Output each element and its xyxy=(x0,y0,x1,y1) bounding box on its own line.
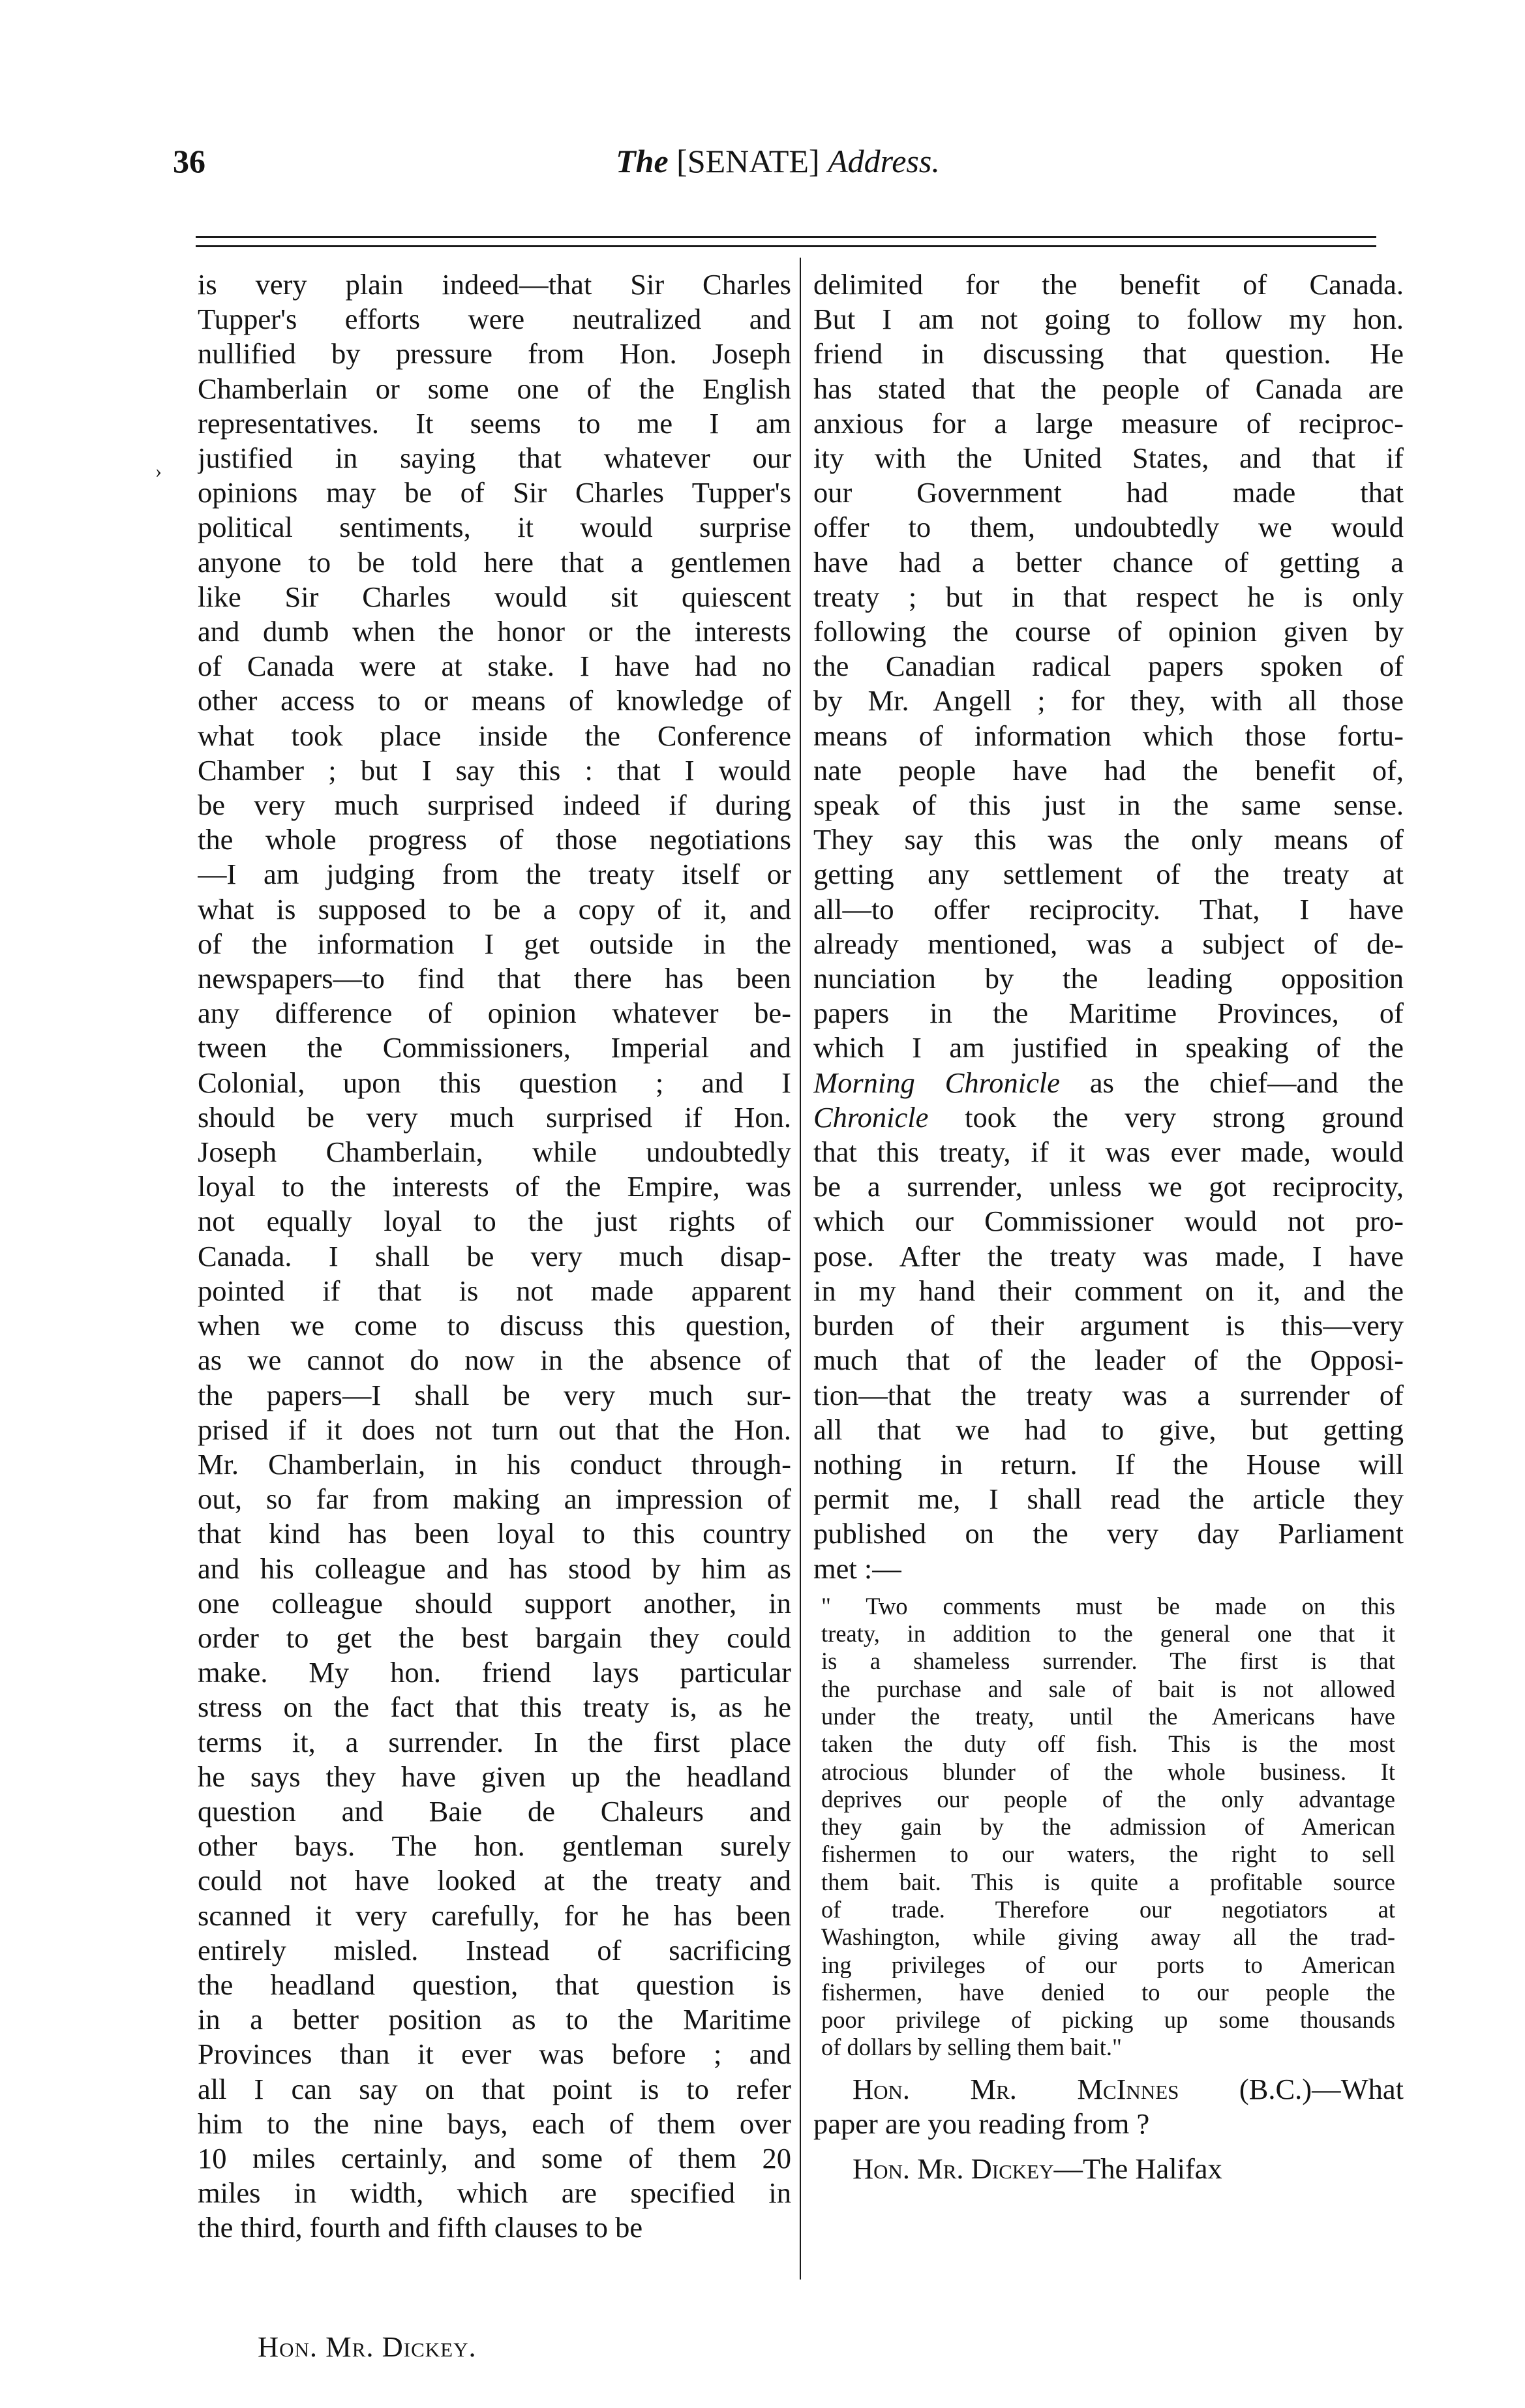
title-the: The xyxy=(616,143,669,179)
title-senate: [SENATE] xyxy=(676,143,820,179)
right-column-line: met :— xyxy=(813,1552,901,1585)
quote-line: Washington, while giving away all the trad- xyxy=(821,1923,1395,1951)
left-column xyxy=(198,267,791,2246)
right-column-line: published on the very day Parliament xyxy=(813,1517,1404,1550)
left-column-line: prised if it does not turn out that the Hon. xyxy=(198,1413,791,1446)
quote-line: taken the duty off fish. This is the most xyxy=(821,1730,1395,1758)
left-column-line: Joseph Chamberlain, while undoubtedly xyxy=(198,1136,791,1169)
speaker-name: Hon. Mr. McInnes (B.C.) xyxy=(853,2072,1312,2105)
column-divider xyxy=(800,258,801,2280)
left-column-line: stress on the fact that this treaty is, as he xyxy=(198,1691,791,1724)
quote-line: " Two comments must be made on this xyxy=(821,1592,1395,1619)
left-column-line: one colleague should support another, in xyxy=(198,1586,791,1619)
header-rule-bottom xyxy=(196,245,1376,247)
right-column-line: has stated that the people of Canada are xyxy=(813,372,1404,405)
right-column-line: anxious for a large measure of reciproc- xyxy=(813,406,1404,440)
quote-line: is a shameless surrender. The first is that xyxy=(821,1648,1395,1675)
left-column-line: is very plain indeed—that Sir Charles xyxy=(198,268,791,301)
left-column-line: not equally loyal to the just rights of xyxy=(198,1205,791,1238)
right-column-line: friend in discussing that question. He xyxy=(813,337,1404,370)
left-column-line: out, so far from making an impression of xyxy=(198,1482,791,1516)
left-column-line: terms it, a surrender. In the first place xyxy=(198,1725,791,1758)
right-column-line: nate people have had the benefit of, xyxy=(813,753,1404,787)
left-column-line: all I can say on that point is to refer xyxy=(198,2072,791,2105)
left-column-line: the third, fourth and fifth clauses to be xyxy=(198,2211,643,2244)
right-column-line: permit me, I shall read the article they xyxy=(813,1482,1404,1516)
quote-line: deprives our people of the only advantage xyxy=(821,1785,1395,1813)
left-column-line: pointed if that is not made apparent xyxy=(198,1274,791,1307)
left-column-line: of Canada were at stake. I have had no xyxy=(198,650,791,683)
left-column-line: that kind has been loyal to this country xyxy=(198,1517,791,1550)
left-column-line: be very much surprised indeed if during xyxy=(198,789,791,822)
right-column-line: following the course of opinion given by xyxy=(813,615,1404,648)
left-column-line: in a better position as to the Maritime xyxy=(198,2003,791,2036)
left-column-line: Canada. I shall be very much disap- xyxy=(198,1239,791,1272)
right-column-line: They say this was the only means of xyxy=(813,823,1404,856)
right-column-line: Morning Chronicle as the chief—and the xyxy=(813,1066,1404,1099)
right-column-line: means of information which those fortu- xyxy=(813,719,1404,752)
left-column-line: other access to or means of knowledge of xyxy=(198,684,791,717)
right-column-line: treaty ; but in that respect he is only xyxy=(813,580,1404,613)
left-column-line: the whole progress of those negotiations xyxy=(198,823,791,856)
speaker-text: —What xyxy=(1312,2072,1404,2105)
quote-line: them bait. This is quite a profitable source xyxy=(821,1868,1395,1895)
speaker-name: Hon. Mr. Dickey xyxy=(853,2152,1054,2186)
right-column-line: speak of this just in the same sense. xyxy=(813,789,1404,822)
left-column-line: loyal to the interests of the Empire, was xyxy=(198,1170,791,1203)
left-column-line: justified in saying that whatever our xyxy=(198,442,791,475)
right-column-line: pose. After the treaty was made, I have xyxy=(813,1239,1404,1272)
quote-line: of trade. Therefore our negotiators at xyxy=(821,1895,1395,1923)
left-column-line: Chamberlain or some one of the English xyxy=(198,372,791,405)
right-column-line: getting any settlement of the treaty at xyxy=(813,858,1404,891)
quote-line: atrocious blunder of the whole business. It xyxy=(821,1758,1395,1785)
left-column-line: what took place inside the Conference xyxy=(198,719,791,752)
right-column-line: which I am justified in speaking of the xyxy=(813,1031,1404,1064)
left-column-line: the papers—I shall be very much sur- xyxy=(198,1378,791,1411)
left-column-line: question and Baie de Chaleurs and xyxy=(198,1794,791,1828)
left-column-line: what is supposed to be a copy of it, and xyxy=(198,892,791,926)
left-column-line: when we come to discuss this question, xyxy=(198,1309,791,1342)
left-column-line: opinions may be of Sir Charles Tupper's xyxy=(198,476,791,509)
right-column-line: nothing in return. If the House will xyxy=(813,1447,1404,1481)
left-column-line: could not have looked at the treaty and xyxy=(198,1864,791,1897)
left-column-line: like Sir Charles would sit quiescent xyxy=(198,580,791,613)
left-column-line: Chamber ; but I say this : that I would xyxy=(198,753,791,787)
left-column-line: and his colleague and has stood by him as xyxy=(198,1552,791,1585)
quote-line: ing privileges of our ports to American xyxy=(821,1951,1395,1978)
right-column-body xyxy=(813,267,1404,1586)
speaker-dickey-line xyxy=(813,2152,1404,2186)
left-column-line: the headland question, that question is xyxy=(198,1968,791,2001)
quote-line: treaty, in addition to the general one that it xyxy=(821,1620,1395,1648)
quote-line: poor privilege of picking up some thousands xyxy=(821,2006,1395,2034)
page-number: 36 xyxy=(173,143,205,179)
right-column-line: the Canadian radical papers spoken of xyxy=(813,650,1404,683)
right-column-line: burden of their argument is this—very xyxy=(813,1309,1404,1342)
speaker-mcinnes-line1 xyxy=(813,2072,1404,2107)
right-column-line: papers in the Maritime Provinces, of xyxy=(813,997,1404,1030)
quote-line: they gain by the admission of American xyxy=(821,1813,1395,1841)
left-column-line: other bays. The hon. gentleman surely xyxy=(198,1829,791,1863)
quote-line: of dollars by selling them bait." xyxy=(821,2034,1122,2061)
left-column-line: representatives. It seems to me I am xyxy=(198,406,791,440)
left-column-line: and dumb when the honor or the interests xyxy=(198,615,791,648)
left-column-line: Tupper's efforts were neutralized and xyxy=(198,303,791,336)
left-column-line: entirely misled. Instead of sacrificing xyxy=(198,1933,791,1966)
right-column-line: all that we had to give, but getting xyxy=(813,1413,1404,1446)
quoted-article xyxy=(821,1593,1395,2062)
quote-line: fishermen, have denied to our people the xyxy=(821,1978,1395,2006)
right-column-line: all—to offer reciprocity. That, I have xyxy=(813,892,1404,926)
left-column-line: newspapers—to find that there has been xyxy=(198,962,791,995)
speaker-dickey xyxy=(813,2152,1404,2186)
speaker-mcinnes xyxy=(813,2072,1404,2141)
left-column-line: Colonial, upon this question ; and I xyxy=(198,1066,791,1099)
quote-line: the purchase and sale of bait is not allowed xyxy=(821,1675,1395,1702)
left-column-line: he says they have given up the headland xyxy=(198,1760,791,1793)
left-column-line: of the information I get outside in the xyxy=(198,927,791,960)
left-column-line: 10 miles certainly, and some of them 20 xyxy=(198,2141,791,2175)
right-column-line: tion—that the treaty was a surrender of xyxy=(813,1378,1404,1411)
left-column-line: should be very much surprised if Hon. xyxy=(198,1100,791,1134)
right-column-line: have had a better chance of getting a xyxy=(813,545,1404,579)
left-column-line: scanned it very carefully, for he has been xyxy=(198,1899,791,1932)
right-column-line: that this treaty, if it was ever made, would xyxy=(813,1136,1404,1169)
left-column-line: as we cannot do now in the absence of xyxy=(198,1344,791,1377)
margin-mark: › xyxy=(155,460,162,482)
header-rule-top xyxy=(196,236,1376,238)
right-column-line: nunciation by the leading opposition xyxy=(813,962,1404,995)
running-title xyxy=(173,142,1383,180)
left-column-line: Mr. Chamberlain, in his conduct through- xyxy=(198,1447,791,1481)
right-column-line: be a surrender, unless we got reciprocity, xyxy=(813,1170,1404,1203)
right-column-line: But I am not going to follow my hon. xyxy=(813,303,1404,336)
left-column-line: miles in width, which are specified in xyxy=(198,2176,791,2210)
left-column-line: tween the Commissioners, Imperial and xyxy=(198,1031,791,1064)
right-column-line: delimited for the benefit of Canada. xyxy=(813,268,1404,301)
right-column xyxy=(813,267,1404,2186)
speaker-mcinnes-line2: paper are you reading from ? xyxy=(813,2107,1150,2140)
right-column-line: ity with the United States, and that if xyxy=(813,442,1404,475)
quote-line: fishermen to our waters, the right to sell xyxy=(821,1841,1395,1868)
right-column-line: Chronicle took the very strong ground xyxy=(813,1100,1404,1134)
footer-catchword: Hon. Mr. Dickey. xyxy=(258,2330,477,2363)
quote-line: under the treaty, until the Americans have xyxy=(821,1702,1395,1730)
right-column-line: our Government had made that xyxy=(813,476,1404,509)
running-header xyxy=(173,142,1383,194)
left-column-line: political sentiments, it would surprise xyxy=(198,511,791,544)
left-column-line: order to get the best bargain they could xyxy=(198,1621,791,1654)
right-column-line: already mentioned, was a subject of de- xyxy=(813,927,1404,960)
left-column-line: any difference of opinion whatever be- xyxy=(198,997,791,1030)
right-column-line: by Mr. Angell ; for they, with all those xyxy=(813,684,1404,717)
left-column-line: anyone to be told here that a gentlemen xyxy=(198,545,791,579)
right-column-line: which our Commissioner would not pro- xyxy=(813,1205,1404,1238)
speaker-text: —The Halifax xyxy=(1053,2152,1222,2186)
left-column-line: him to the nine bays, each of them over xyxy=(198,2107,791,2140)
left-column-line: make. My hon. friend lays particular xyxy=(198,1656,791,1689)
left-column-line: Provinces than it ever was before ; and xyxy=(198,2038,791,2071)
right-column-line: much that of the leader of the Opposi- xyxy=(813,1344,1404,1377)
left-column-line: —I am judging from the treaty itself or xyxy=(198,858,791,891)
left-column-line: nullified by pressure from Hon. Joseph xyxy=(198,337,791,370)
right-column-line: in my hand their comment on it, and the xyxy=(813,1274,1404,1307)
title-address: Address. xyxy=(828,143,940,179)
right-column-line: offer to them, undoubtedly we would xyxy=(813,511,1404,544)
